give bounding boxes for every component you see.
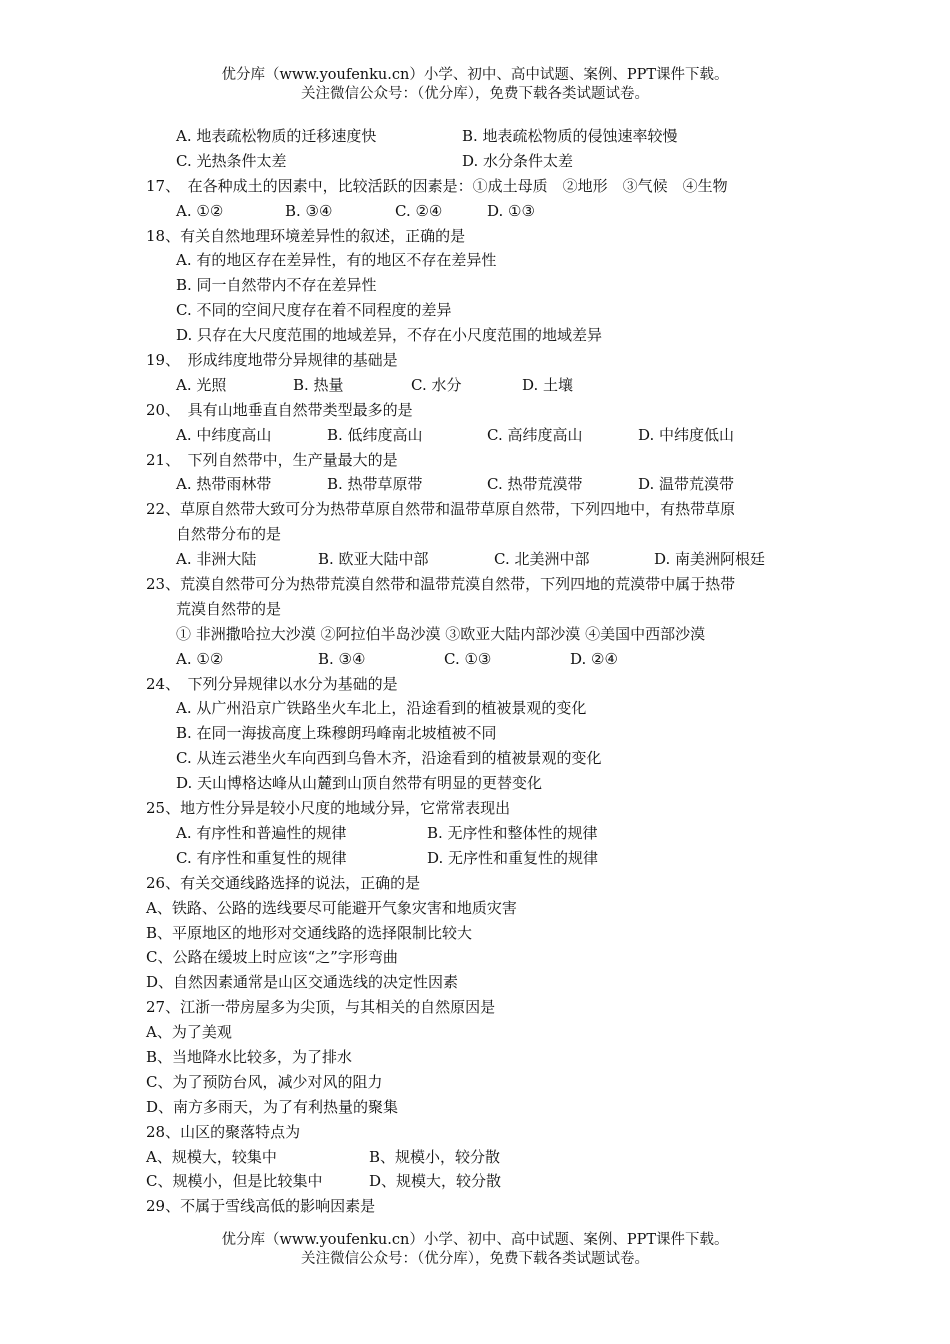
option-text: B. 低纬度高山 — [327, 425, 423, 444]
line-text: 28、山区的聚落特点为 — [146, 1122, 301, 1141]
line-text: 23、荒漠自然带可分为热带荒漠自然带和温带荒漠自然带，下列四地的荒漠带中属于热带 — [146, 575, 736, 594]
line-text: C、规模小，但是比较集中 — [146, 1172, 323, 1191]
line-text: A. 有序性和普遍性的规律 — [176, 823, 347, 842]
line-text: C、公路在缓坡上时应该“之”字形弯曲 — [146, 948, 398, 967]
line-text: D. 天山博格达峰从山麓到山顶自然带有明显的更替变化 — [176, 774, 543, 793]
option-text: D. 土壤 — [522, 375, 574, 394]
line-text: 27、江浙一带房屋多为尖顶，与其相关的自然原因是 — [146, 998, 496, 1017]
text-line — [0, 721, 950, 746]
text-line — [0, 174, 950, 199]
text-line — [0, 1120, 950, 1145]
text-line — [0, 970, 950, 995]
line-text: A. ①② — [176, 201, 224, 220]
text-line — [0, 423, 950, 448]
line-text: C. 光热条件太差 — [176, 151, 287, 170]
option-text: D. 南美洲阿根廷 — [654, 550, 766, 569]
line-text: A. 中纬度高山 — [176, 425, 272, 444]
line-text: 22、草原自然带大致可分为热带草原自然带和温带草原自然带，下列四地中，有热带草原 — [146, 500, 736, 519]
line-text: C、为了预防台风，减少对风的阻力 — [146, 1072, 383, 1091]
option-text: C. ①③ — [444, 649, 492, 668]
text-line — [0, 1145, 950, 1170]
header-line-2: 关注微信公众号：（优分库），免费下载各类试题试卷。 — [301, 86, 649, 102]
line-text: C. 不同的空间尺度存在着不同程度的差异 — [176, 301, 452, 320]
option-text: B. 无序性和整体性的规律 — [427, 823, 598, 842]
option-text: C. 北美洲中部 — [494, 550, 590, 569]
text-line — [0, 472, 950, 497]
text-line — [0, 796, 950, 821]
footer-line-2: 关注微信公众号：（优分库），免费下载各类试题试卷。 — [301, 1251, 649, 1267]
line-text: A. 热带雨林带 — [176, 475, 272, 494]
text-line — [0, 448, 950, 473]
text-line — [0, 945, 950, 970]
line-text: 荒漠自然带的是 — [176, 599, 282, 618]
line-text: 26、有关交通线路选择的说法，正确的是 — [146, 873, 421, 892]
page-header — [0, 66, 950, 104]
text-line — [0, 771, 950, 796]
line-text: 自然带分布的是 — [176, 525, 282, 544]
line-text: B. 在同一海拔高度上珠穆朗玛峰南北坡植被不同 — [176, 724, 497, 743]
text-line — [0, 124, 950, 149]
option-text: D. ①③ — [487, 201, 535, 220]
line-text: 24、 下列分异规律以水分为基础的是 — [146, 674, 398, 693]
line-text: 19、 形成纬度地带分异规律的基础是 — [146, 351, 398, 370]
option-text: D. 水分条件太差 — [462, 151, 574, 170]
text-line — [0, 622, 950, 647]
text-line — [0, 1095, 950, 1120]
text-line — [0, 1169, 950, 1194]
text-line — [0, 348, 950, 373]
option-text: D. 无序性和重复性的规律 — [427, 848, 599, 867]
line-text: C. 从连云港坐火车向西到乌鲁木齐，沿途看到的植被景观的变化 — [176, 749, 602, 768]
line-text: 25、地方性分异是较小尺度的地域分异，它常常表现出 — [146, 799, 511, 818]
question-content — [0, 124, 950, 1219]
page-footer — [0, 1231, 950, 1269]
text-line — [0, 199, 950, 224]
line-text: D、南方多雨天，为了有利热量的聚集 — [146, 1097, 399, 1116]
header-line-1: 优分库（www.youfenku.cn）小学、初中、高中试题、案例、PPT课件下载。 — [221, 67, 729, 83]
line-text: A. ①② — [176, 649, 224, 668]
line-text: A. 地表疏松物质的迁移速度快 — [176, 127, 377, 145]
option-text: D. 中纬度低山 — [638, 425, 735, 444]
text-line — [0, 547, 950, 572]
line-text: A. 非洲大陆 — [176, 550, 257, 569]
line-text: C. 有序性和重复性的规律 — [176, 848, 347, 867]
text-line — [0, 1020, 950, 1045]
text-line — [0, 821, 950, 846]
line-text: A. 有的地区存在差异性，有的地区不存在差异性 — [176, 251, 497, 270]
line-text: B、平原地区的地形对交通线路的选择限制比较大 — [146, 923, 473, 942]
line-text: A. 从广州沿京广铁路坐火车北上，沿途看到的植被景观的变化 — [176, 699, 587, 718]
text-line — [0, 373, 950, 398]
line-text: A. 光照 — [176, 375, 227, 394]
option-text: C. ②④ — [395, 201, 443, 220]
line-text: 17、 在各种成土的因素中，比较活跃的因素是：①成土母质 ②地形 ③气候 ④生物 — [146, 176, 728, 195]
line-text: D、自然因素通常是山区交通选线的决定性因素 — [146, 973, 459, 992]
text-line — [0, 224, 950, 249]
footer-line-1: 优分库（www.youfenku.cn）小学、初中、高中试题、案例、PPT课件下载。 — [221, 1232, 729, 1248]
option-text: B. 欧亚大陆中部 — [318, 550, 429, 569]
text-line — [0, 647, 950, 672]
text-line — [0, 871, 950, 896]
text-line — [0, 995, 950, 1020]
text-line — [0, 298, 950, 323]
text-line — [0, 398, 950, 423]
line-text: A、规模大，较集中 — [146, 1147, 277, 1166]
option-text: C. 水分 — [411, 375, 462, 394]
option-text: B. 热量 — [293, 375, 344, 394]
text-line — [0, 149, 950, 174]
text-line — [0, 572, 950, 597]
text-line — [0, 672, 950, 697]
text-line — [0, 522, 950, 547]
text-line — [0, 746, 950, 771]
text-line — [0, 323, 950, 348]
text-line — [0, 896, 950, 921]
text-line — [0, 597, 950, 622]
line-text: 18、有关自然地理环境差异性的叙述，正确的是 — [146, 226, 466, 245]
text-line — [0, 497, 950, 522]
option-text: C. 高纬度高山 — [487, 425, 583, 444]
line-text: B. 同一自然带内不存在差异性 — [176, 276, 377, 295]
option-text: B. 热带草原带 — [327, 475, 423, 494]
line-text: 21、 下列自然带中，生产量最大的是 — [146, 450, 398, 469]
line-text: 29、不属于雪线高低的影响因素是 — [146, 1197, 376, 1216]
text-line — [0, 1194, 950, 1219]
option-text: D. ②④ — [570, 649, 618, 668]
option-text: B. 地表疏松物质的侵蚀速率较慢 — [462, 127, 678, 145]
text-line — [0, 1070, 950, 1095]
text-line — [0, 846, 950, 871]
line-text: A、为了美观 — [146, 1023, 232, 1042]
option-text: C. 热带荒漠带 — [487, 475, 583, 494]
text-line — [0, 273, 950, 298]
text-line — [0, 696, 950, 721]
line-text: 20、 具有山地垂直自然带类型最多的是 — [146, 400, 413, 419]
option-text: B、规模小，较分散 — [369, 1147, 501, 1166]
line-text: A、铁路、公路的选线要尽可能避开气象灾害和地质灾害 — [146, 898, 517, 917]
text-line — [0, 921, 950, 946]
option-text: B. ③④ — [318, 649, 366, 668]
line-text: ① 非洲撒哈拉大沙漠 ②阿拉伯半岛沙漠 ③欧亚大陆内部沙漠 ④美国中西部沙漠 — [176, 624, 706, 643]
text-line — [0, 248, 950, 273]
option-text: D、规模大，较分散 — [369, 1172, 502, 1191]
option-text: D. 温带荒漠带 — [638, 475, 735, 494]
line-text: B、当地降水比较多，为了排水 — [146, 1047, 353, 1066]
line-text: D. 只存在大尺度范围的地域差异，不存在小尺度范围的地域差异 — [176, 326, 603, 345]
text-line — [0, 1045, 950, 1070]
option-text: B. ③④ — [285, 201, 333, 220]
